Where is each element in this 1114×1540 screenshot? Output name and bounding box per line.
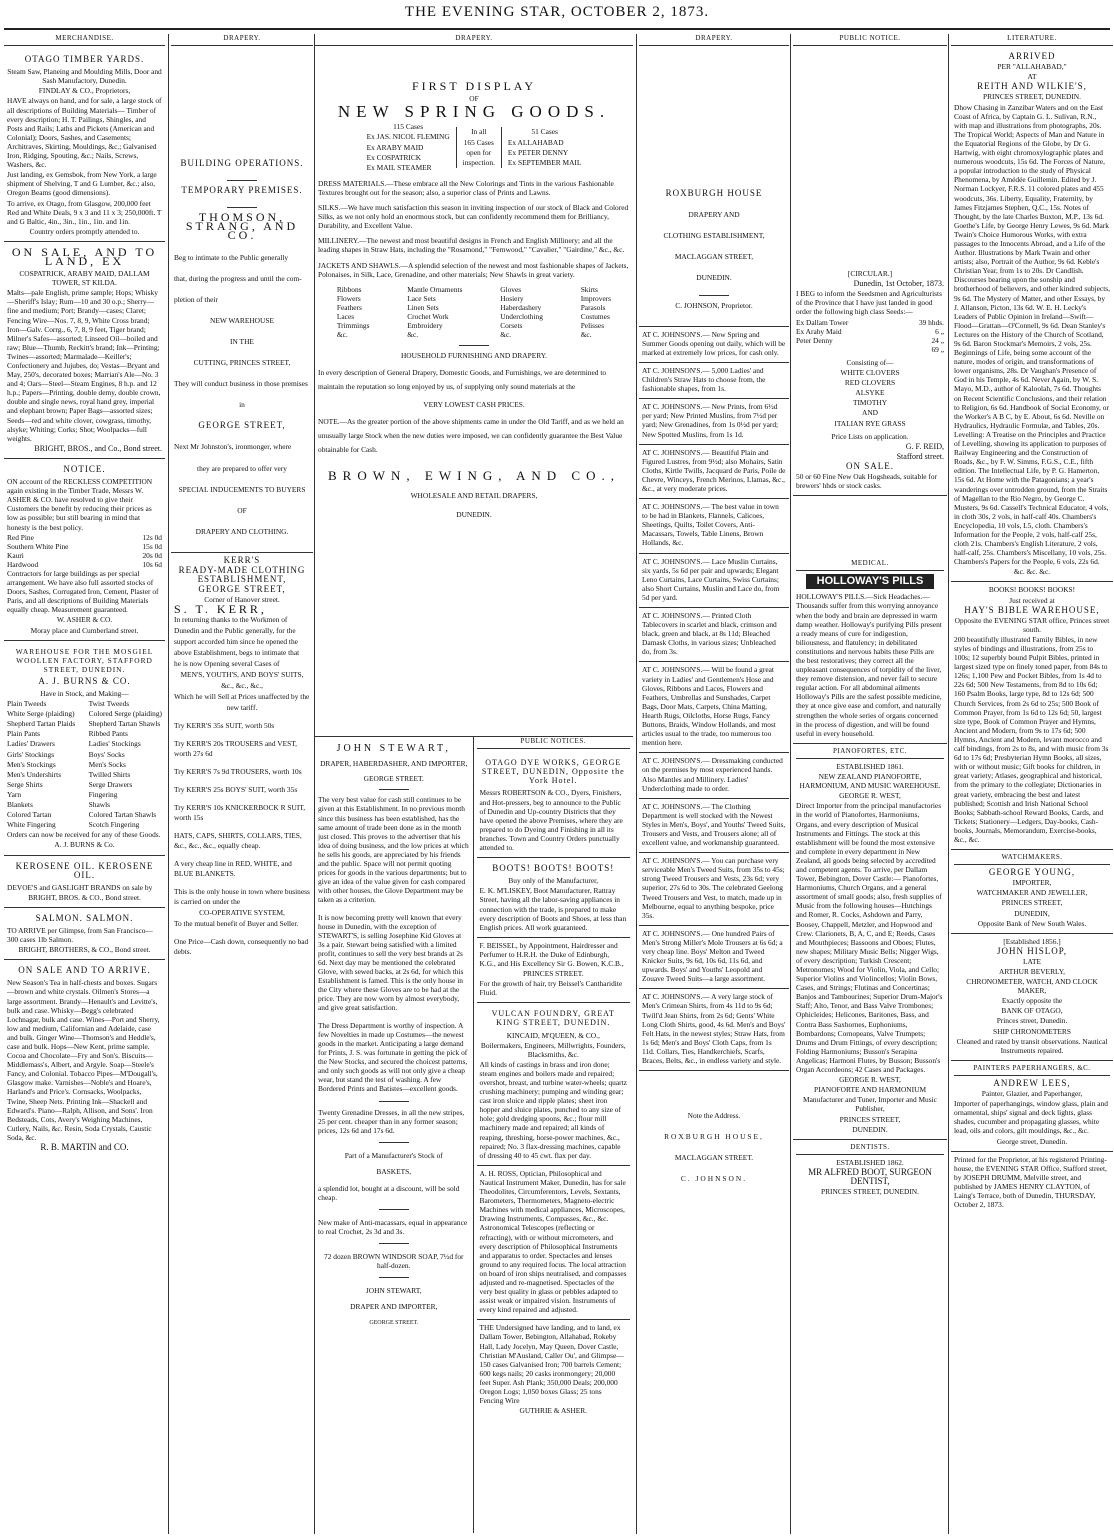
mosgiel-ad: [4, 641, 165, 856]
johnson-ad: AT C. JOHNSON'S.— Lace Muslin Curtains, six yards, 5s 6d per pair and upwards; Elegant Leno Curtains, Lace Curtains, Swiss Curtains; also Short Curtains, Muslin and Lace do, from 5d per yard.: [639, 554, 789, 608]
section-header: PUBLIC NOTICE.: [793, 34, 947, 46]
ad-para: Twenty Grenadine Dresses, in all the new stripes, 25 per cent. cheaper than in any former season; prices, 12s 6d and 17s 6d.: [318, 1107, 465, 1135]
ships-left: 115 Cases Ex JAS. NICOL FLEMING Ex ARABY MAID Ex COSPATRICK Ex MAIL STEAMER: [366, 122, 450, 172]
ad-body: TO ARRIVE per Glimpse, from San Francisco— 300 cases 1lb Salmon.: [7, 925, 153, 945]
ad-date: Dunedin, 1st October, 1873.: [853, 279, 944, 289]
price-row: Southern White Pine 15s 0d: [7, 541, 162, 551]
section-header: LITERATURE.: [951, 34, 1113, 46]
ad-title: BOOTS! BOOTS! BOOTS!: [492, 863, 615, 874]
ad-firm: JOHN STEWART,: [336, 743, 451, 755]
ad-line: Try KERR'S 20s TROUSERS and VEST, worth 27s 6d: [174, 739, 298, 759]
ad-sub: Boilermakers, Engineers, Millwrights, Founders, Blacksmiths, &c.: [480, 1040, 626, 1059]
ad-body: All kinds of castings in brass and iron done; steam engines and boilers made and repaired; overshot, breast, and turbine water-wheels; quartz crushing machinery; pumping and winding gear; cast iron sluice and ripple plates; sheet iron hopper and sluice plates, punched to any size of hole; gold dredging spoons, &c.; flour mill machinery made and repaired; all kinds of reaping, threshing, horse-power machines, &c., repaired; No. 3 flax-dressing machines, capable of dressing 40 to 45 cwt. flax per day.: [479, 1059, 627, 1160]
ad-title: NEW ZEALAND PIANOFORTE, HARMONIUM, AND MUSIC WAREHOUSE.: [799, 772, 941, 791]
ad-line: DUNEDIN.: [696, 273, 732, 283]
printer-imprint: Printed for the Proprietor, at his registered Printing-house, the EVENING STAR Office, Stafford street, by JOSEPH DRUMM, Melville street, and published by JAMES HENRY CLAYTON, of Laing's Terrace, both of Dunedin, THURSDAY, October 2, 1873.: [954, 1154, 1107, 1210]
public-notices-column: [474, 737, 633, 1527]
ad-para: Part of a Manufacturer's Stock of: [344, 1150, 443, 1160]
ad-body: To arrive, ex Otago, from Glasgow, 200,000 feet Red and White Deals, 9 x 3 and 11 x 3; 250,000ft. T and G Baltic, 4in., 3in., 1in., 1in. and 1in.: [7, 198, 162, 226]
ad-line: CUTTING, PRINCES STREET,: [193, 358, 291, 368]
ad-sub: DRAPER, HABERDASHER, AND IMPORTER,: [320, 759, 468, 769]
seed-row: Peter Denny 24 „: [796, 335, 944, 345]
johnson-ad: AT C. JOHNSON'S.— Dressmaking conducted on the premises by most experienced hands. Also Mantles and Millinery. Ladies' Underclothing made to order.: [639, 753, 789, 798]
holloway-banner: HOLLOWAY'S PILLS: [806, 574, 934, 589]
ad-firm: REITH AND WILKIE'S,: [977, 81, 1087, 92]
ad-body: E. K. M'LISKEY, Boot Manufacturer, Rattray Street, having all the labor-saving appliances in connection with the trade, is prepared to make every description of Boots and Shoes, at less than English prices. All work guaranteed.: [479, 886, 627, 932]
seed-row: Ex Araby Maid 6 „: [796, 326, 944, 336]
ad-para: SILKS.—We have much satisfaction this season in inviting inspection of our stock of Black and Colored Silks, as we not only hold an enormous stock, but can confidently recommend them for Brilliancy, Durability, and Excellent Value.: [318, 203, 629, 231]
ad-signature: DRAPER AND IMPORTER,: [350, 1302, 438, 1312]
ad-proprietor: C. JOHNSON, Proprietor.: [675, 300, 753, 310]
ad-line: pletion of their: [174, 294, 218, 304]
ad-title: ON SALE AND TO ARRIVE.: [18, 965, 151, 976]
ad-title: WAREHOUSE FOR THE MOSGIEL WOOLLEN FACTORY, STAFFORD STREET, DUNEDIN.: [15, 646, 154, 674]
beissel-ad: [477, 938, 630, 1004]
column-drapery-2: [314, 34, 633, 1534]
ad-line: that, during the progress and until the com-: [174, 273, 302, 283]
ad-firm: FINDLAY & CO., Proprietors,: [38, 86, 131, 96]
boots-ad: [477, 858, 630, 938]
kerr-ad: [171, 553, 313, 963]
section-header: DRAPERY.: [639, 34, 789, 46]
column-public-notice: [790, 34, 949, 1534]
ad-title: SALMON. SALMON.: [35, 912, 134, 923]
price-row: Red Pine 12s 0d: [7, 532, 162, 542]
onsale-ad: [4, 242, 165, 459]
lees-painter-ad: PAINTERS PAPERHANGERS, &C. ANDREW LEES, Painter, Glazier, and Paperhanger, Importer of paperhangings, window glass, plain and ornamental, ships' signal and deck lights, glass shades, cucumber and propagating glasses, white lead, oils and colors, gilt mouldings, &c., &c. George street, Dunedin.: [951, 1061, 1113, 1152]
section-header: MEDICAL.: [796, 559, 944, 571]
ad-para: DRESS MATERIALS.—These embrace all the New Colorings and Tints in the various Fashionable Textures brought out for the season; also, a superior class of Prints and Lawns.: [318, 178, 614, 197]
ad-line: MEN'S, YOUTH'S, AND BOYS' SUITS,: [180, 670, 304, 680]
johnson-ad: AT C. JOHNSON'S.— A very large stock of Men's Crimean Shirts, from 4s 11d to 9s 6d; Twill'd Jean Shirts, from 2s 6d; Gents' White Long Cloth Shirts, good, 4s 6d. Men's and Boys' Felt Hats, in the newest styles; Straw Hats, from 1s 6d; Men's and Boys' Cloth Caps, from 1s 11d. Collars, Ties, Handkerchiefs, Scarfs, Braces, Belts, &c., in endless variety and style.: [639, 989, 789, 1071]
ad-title: ON SALE.: [846, 460, 894, 471]
ad-intro: Have in Stock, and Making—: [40, 689, 129, 698]
ad-line: NEW WAREHOUSE: [210, 315, 274, 325]
ships-right: 51 Cases Ex ALLAHABAD Ex PETER DENNY Ex SEPTEMBER MAIL: [507, 127, 582, 167]
ad-firm: KINCAID, M'QUEEN, & CO.,: [506, 1030, 600, 1040]
ad-address: Moray place and Cumberland street.: [30, 625, 139, 635]
ad-title: ON SALE, AND TO LAND, EX: [11, 244, 158, 268]
ad-firm: GEORGE R. WEST,: [839, 791, 901, 801]
ad-title: ROXBURGH HOUSE: [665, 188, 763, 199]
ad-line: he is now Opening several Cases of: [174, 659, 280, 669]
holloway-ad: [793, 556, 947, 744]
onsale-arrive-ad: [4, 960, 165, 1157]
ad-line: Try KERR'S 35s SUIT, worth 50s: [174, 721, 275, 731]
ad-body: New Season's Tea in half-chests and boxes. Sugars—brown and white crystals. Oilmen's Stores—a large assortment. Brandy—Henault's and Levitte's, bulk and case. Whisky—Begg's celebrated Lochnagar, bulk and case. Wines—Port and Sherry, low and medium, Californian and Adelaide, case and bulk. Ginger Wine—Thomson's and Heddle's, case and bulk. Hops—New Kent, prime sample. Cocoa and Chocolate—Fry and Son's. Biscuits—Middlemass's, Albert, and Argyle. Soap—Steele's Fancy, and Colonial. Tobacco Pipes—M'Dougall's, Glasgow make. Varnishes—Noble's and Hoare's, Harland's and Price's. Cornsacks, Woolpacks, Twine, Sheep Nets. Printing Ink—Shackell and Edward's. Piano—Ralph, Allison, and Sons'. Iron Bedsteads, Cots, Avery's Weighing Machines, Cutlery, Nails, &c. Resin, Soda Crystals, Caustic Soda, &c.: [7, 978, 160, 1142]
goods-left: Plain Tweeds White Serge (plaiding) Shepherd Tartan Plaids Plain Pants Ladies' Drawers Girls' Stockings Men's Stockings Men's Undershirts Serge Shirts Yarn Blankets Colored Tartan White Fingering: [7, 699, 76, 830]
ad-note: Country orders promptly attended to.: [29, 226, 140, 236]
ross-optician-ad: [477, 1166, 630, 1321]
ad-sub: READY-MADE CLOTHING ESTABLISHMENT,: [178, 564, 306, 585]
ad-title: KERR'S: [223, 554, 261, 565]
thomson-strang-ad: [171, 49, 313, 553]
ad-para: It is now becoming pretty well known that every house in Dunedin, with the exception of STEWART'S, is selling Josephine Kid Gloves at 3s a pair. Stewart being satisfied with a limited profit, continues to sell the very best brands at 2s 6d. Next day may be mentioned the celebrated Glove, with sewed backs, at 2s 6d, for which this Establishment is famed. This is the only house in the City where these Gloves are to be had at the price. They are now worn by almost everybody, and give great satisfaction.: [318, 912, 464, 1013]
ad-signature: R. B. MARTIN and CO.: [40, 1142, 129, 1153]
section-header: DENTISTS.: [796, 1143, 944, 1155]
ad-line: One Price—Cash down, consequently no bad debts.: [174, 937, 309, 957]
ad-firm: BROWN, EWING, AND CO.,: [328, 468, 620, 484]
shipments-table: [318, 122, 630, 172]
ad-para: MILLINERY.—The newest and most beautiful designs in French and English Millinery; and all the leading shapes in Straw Hats, including the "Rosamond," "Fernwood," "Cavalier," "Gairdine," &c., &c.: [318, 236, 625, 255]
ad-title: VULCAN FOUNDRY, GREAT KING STREET, DUNEDIN.: [491, 1009, 615, 1028]
ad-address: ROXBURGH HOUSE,: [664, 1132, 764, 1142]
reid-seeds-ad: [CIRCULAR.] Dunedin, 1st October, 1873. I BEG to inform the Seedsmen and Agriculturists of the Province that I have just landed in good order the following high class Seeds:— Ex Dallam Tower 39 hhds. Ex Araby Maid 6 „ Peter Denny 24 „ 69 „ Consisting of— WHITE CLOVERS RED CLOVERS ALSYKE TIMOTHY AND ITALIAN RYE GRASS Price Lists on application. G. F. REID, Stafford street. ON SALE. 50 or 60 Fine New Oak Hogsheads, suitable for brewers' hhds or stock casks.: [793, 49, 947, 496]
ad-body: HAVE always on hand, and for sale, a large stock of all descriptions of Building Materials— Timber of every description; H. T. Pailings, Shingles, and Posts and Rails; Laths and Pickets (American and Colonial); Doors, Sashes, and Casements; Architraves, Skirting, Mouldings, &c.; Galvanised Iron, Ridging, Spouting, &c.; Nails, Screws, Washers, &c.: [7, 96, 162, 170]
ad-line: Price Lists on application.: [831, 431, 909, 441]
price-row: Kauri 20s 0d: [7, 550, 162, 560]
johnson-ad: AT C. JOHNSON'S.— The Clothing Department is well stocked with the Newest Styles in Men's, Boys', and Youths' Tweed Suits, Trousers and Vests, and Trousers alone; all of excellent value, and workmanship guaranteed.: [639, 799, 789, 853]
dye-works-ad: [477, 752, 630, 858]
ad-line: Try KERR'S 7s 9d TROUSERS, worth 10s: [174, 767, 302, 777]
ad-line: HATS, CAPS, SHIRTS, COLLARS, TIES, &c., &c., &c., equally cheap.: [174, 831, 302, 851]
reith-wilkie-ad: ARRIVED PER "ALLAHABAD," AT REITH AND WILKIE'S, PRINCES STREET, DUNEDIN. Dhow Chasing in Zanzibar Waters and on the East Coast of Africa, by Captain G. L. Sulivan, R.N., with map and illustrations from photographs, 20s. The Tropical World; Aspects of Man and Nature in the Equatorial Regions of the Globe, by Dr G. Hartwig, with eight chromoxylographic plates and numerous woodcuts, 15s 6d. The Forces of Nature, a popular introduction to the study of Physical Phenomena, by Amédée Guillemin. Edited by J. Norman Lockyer, F.R.S. 11 colored plates and 455 woodcuts, 36s. Liberty, Equality, Fraternity, by James Fitzjames Stephen, Q.C., 15s. Notes of Thought, by the late Charles Buxton, M.P., 13s 6d. Goethe's Life, by George Henry Lewes, 9s 6d. Mark Twain's Choice Humorous Works, with extra passages to the Innocents Abroad, and a Life of the Author. Illustrations by Mark Twain and other artists; also, Portrait of the Author, 9s 6d. Keble's Christian Year, from 1s to 20s. Dr Candlish. Discourses bearing upon the sonship and brotherhood of believers, and other kindred subjects, 9s 6d. The Mystery of Matter, and other Essays, by J. Allanson, Picton, 13s 6d. W. E. H. Lecky's Leaders of Public Opinion in Ireland—Swift—Flood—Grattan—O'Connell, 9s 6d. Dean Stanley's Lectures on the History of the Church of Scotland, 9s 6d. Baron Stockmar's Memoirs, 2 vols, 25s. Beginnings of Life, being some account of the nature, modes of origin, and transformations of lower organisms, 28s. Dr Vaughan's Presence of God in his Temple, 4s 6d. Never Again, by W. S. Mayo, M.D., author of Kaloolah, 7s 6d. Thoughts on Recent Scientific Conclusions, and their relation to Religion, 6s 6d. Handbook of Social Economy, or the Worker's A B C, by E. About, 6s 6d. Neville on Hydraulics, Hydraulic Formulæ, and Tables, 20s. Levelling: A Treatise on the Principles and Practice of Levelling, showing its application to purposes of Railway Engineering and the Construction of Roads, &c., by F. W. Simms, F.G.S., C.E., fifth edition. The Intellectual Life, by P. G. Hamerton, 15s 6d. At Home with the Patagonians; a year's wanderings over untrodden ground, from the Straits of Magellan to the Rio Negro, by George C. Musters, 9s 6d. Cassell's Technical Educator, 4 vols, in cloth 30s, 2 vols, in half-calf 40s. Chambers's Encyclopedia, 10 vols, L5, cloth. Chambers's Information for the People, 2 vols, half-calf 25s, cloth 21s. Chambers's English Literature, 2 vols, half-calf, 25s. Chambers's Miscellany, 10 vols, 25s. Chambers's Papers for the People, 6 vols, 22s 6d. &c. &c. &c.: [951, 49, 1113, 582]
ad-city: DUNEDIN.: [456, 509, 492, 519]
johnson-ad: AT C. JOHNSON'S.— The best value in town to be had in Blankets, Flannels, Calicoes, Sheetings, Quilts, Toilet Covers, Anti-Macassars, Towels, Table Linens, Brown Hollands, &c.: [639, 499, 789, 553]
ad-ships: COSPATRICK, ARABY MAID, DALLAM TOWER, ST KILDA.: [19, 269, 150, 288]
johnson-ad: AT C. JOHNSON'S.— Printed Cloth Tablecovers in scarlet and black, crimson and black, green and black, at 8s 11d; Bleached Damask Cloths, in various sizes; Unbleached do, from 3s.: [639, 608, 789, 662]
ad-street: GEORGE STREET.: [363, 774, 424, 784]
top-rule: [4, 28, 1110, 30]
ad-line: Try KERR'S 10s KNICKERBOCK R SUIT, worth 15s: [174, 803, 306, 823]
ad-sub: Steam Saw, Planeing and Moulding Mills, Door and Sash Manufactory, Dunedin.: [7, 67, 162, 86]
ad-body: A. H. ROSS, Optician, Philosophical and Nautical Instrument Maker, Dunedin, has for sale Theodolites, Circumferentors, Levels, Sextants, Barometers, Thermometers, Magneto-electric Machines with medical appliances, Microscopes, Drawing Instruments, Compasses, &c., &c. Astronomical Telescopes (reflecting or refracting), with or without micrometers, and every description of Philosophical Instruments and apparatus to order. Spectacles and lenses ground to any required focus. The local attraction on board of iron ships neutralised, and compasses adjusted and re-magnetised. Spectacles of the very best quality in glass or pebbles adapted to assist weak or impaired vision. Instruments of every kind repaired and adjusted.: [479, 1168, 627, 1315]
ad-title: OTAGO TIMBER YARDS.: [24, 54, 145, 65]
ad-signature: G. F. REID,: [905, 441, 944, 451]
ad-sub: Buy only of the Manufacturer,: [508, 876, 599, 886]
ad-subhead: VERY LOWEST CASH PRICES.: [423, 400, 525, 410]
ad-line: Consisting of—: [846, 357, 894, 367]
ad-body: DEVOE'S and GASLIGHT BRANDS on sale by: [7, 882, 153, 892]
ad-firm: HAY'S BIBLE WAREHOUSE,: [964, 604, 1100, 615]
ad-line: they are prepared to offer very: [197, 463, 287, 473]
ad-line: &c., &c., &c.,: [221, 681, 263, 691]
ad-line: Which he will Sell at Prices unaffected by the: [174, 692, 310, 702]
ad-line: DRAPERY AND CLOTHING.: [195, 526, 289, 536]
ad-line: new tariff.: [226, 703, 258, 713]
ships-total: In all 165 Cases open for inspection.: [456, 127, 502, 167]
ad-note: Note the Address.: [687, 1111, 741, 1121]
column-drapery-3: [636, 34, 791, 1534]
hislop-ad: [Established 1856.] JOHN HISLOP, LATE ARTHUR BEVERLY, CHRONOMETER, WATCH, AND CLOCK MAKER, Exactly opposite the BANK OF OTAGO, Princes street, Dunedin. SHIP CHRONOMETERS Cleaned and rated by transit observations. Nautical Instruments repaired.: [951, 934, 1113, 1061]
ad-para: New make of Anti-macassars, equal in appearance to real Crochet, 2s 3d and 3s.: [318, 1217, 468, 1236]
ad-line: A very cheap line in RED, WHITE, and BLUE BLANKETS.: [174, 859, 292, 879]
ad-line: OF: [237, 505, 247, 515]
ad-signature: BRIGHT, BROS., and Co., Bond street.: [34, 443, 162, 453]
ad-title: OTAGO DYE WORKS, GEORGE STREET, DUNEDIN, Opposite the York Hotel.: [481, 758, 625, 786]
salmon-ad: [4, 908, 165, 960]
ad-sub: WHOLESALE AND RETAIL DRAPERS,: [410, 490, 538, 500]
ad-circular: [CIRCULAR.]: [847, 269, 893, 279]
guthrie-asher-ad: [477, 1320, 630, 1420]
ad-signature: JOHN STEWART,: [365, 1285, 422, 1295]
ad-body: Just landing, ex Gemsbok, from New York, a large shipment of Shelving, T and G Lumber, &c.; also, Oregon Beams (good dimensions).: [7, 170, 157, 198]
johnson-ad: AT C. JOHNSON'S.— 5,000 Ladies' and Children's Straw Hats to choose from, the fashionable shapes, from 1s.: [639, 363, 789, 399]
ad-body: Orders can now be received for any of these Goods.: [7, 830, 161, 840]
ad-para: JACKETS AND SHAWLS.—A splendid selection of the newest and most fashionable shapes of Jackets, Polonaises, in Silk, Lace, Grenadine, and other materials; New Shawls in great variety.: [318, 260, 629, 279]
goods-right: Twist Tweeds Colored Serge (plaiding) Shepherd Tartan Shawls Ribbed Pants Ladies' Stockings Boys' Socks Men's Socks Twilled Shirts Serge Drawers Fingering Shawls Colored Tartan Shawls Scotch Fingering: [88, 699, 162, 830]
ad-body: Contractors for large buildings as per special arrangement. We have also full assorted stocks of Doors, Sashes, Corrugated Iron, Cement, Plaster of Paris, and all descriptions of Building Materials equally cheap. Measurement guaranteed.: [7, 568, 159, 615]
ad-firm: S. T. KERR,: [174, 602, 267, 617]
ad-body: Messrs ROBERTSON & CO., Dyers, Finishers, and Hot-pressers, beg to announce to the Public of Dunedin and Up-country Districts that they have opened the above Premises, where they are prepared to do Dyeing and Finishing in all its branches. Town and Country Orders punctually attended to.: [479, 788, 623, 853]
hay-bible-ad: BOOKS! BOOKS! BOOKS! Just received at HAY'S BIBLE WAREHOUSE, Opposite the EVENING STAR office, Princes street south. 200 beautifully illustrated Family Bibles, in new styles of bindings and illustrations, from 25s to 100s; 12 superbly bound Pulpit Bibles, printed in largest sized type on finely toned paper, from 84s to 126s; 1,100 Pew and Pocket Bibles, from 1s 4d to 22s 6d; 500 New Testaments, from 8d to 10s 6d; 160 Psalm Books, large type, 8d to 12s 6d; 500 Church Services, from 2s 6d to 25s; 500 Book of Common Prayer, from 1s 6d to 12s 6d; 50, largest size type, Book of Common Prayer and Hymns, Ancient and Modern, from 9s to 17s 6d; 500 Hymns, Ancient and Modern, levant morocco and calf bindings, from 2s to 8s, and with music from 3s 6d to 17s 6d; Presbyterian Hymn Books, all sizes, with or without music; Gift books for children, in great variety; Atlases, geographical and historical, from the primary to the collegiate; Dictionaries in great variety, embracing the best and latest published; Scottish and Irish National School Books; Sabbath-school Reward Books, Cards, and Tickets; Stationery—Ledgers, Day-books, Cash-books, Journals, Memorandum, Exercise-books, &c., &c.: [951, 582, 1113, 850]
divider: [227, 207, 257, 208]
ad-signature: GEORGE STREET.: [369, 1319, 419, 1326]
ad-body: 200 beautifully illustrated Family Bibles, in new styles of bindings and illustrations, from 25s to 100s; 12 superbly bound Pulpit Bibles, printed in largest sized type on finely toned paper, from 84s to 126s; 1,100 Pew and Pocket Bibles, from 1s 4d to 22s 6d; 500 New Testaments, from 8d to 10s 6d; 160 Psalm Books, large type, 8d to 12s 6d; 500 Church Services, from 2s 6d to 25s; 500 Book of Common Prayer, from 1s 6d to 12s 6d; 50, largest size type, Book of Common Prayer and Hymns, Ancient and Modern, from 9s to 17s 6d; 500 Hymns, Ancient and Modern, levant morocco and calf bindings, from 2s to 8s, and with music from 3s 6d to 17s 6d; Presbyterian Hymn Books, all sizes, with or without music; Gift books for children, in great variety; Atlases, geographical and historical, from the primary to the collegiate; Dictionaries in great variety, embracing the best and latest published; Scottish and Irish National School Books; Sabbath-school Reward Books, Cards, and Tickets; Stationery—Ledgers, Day-books, Cash-books, Journals, Memorandum, Exercise-books, &c., &c.: [954, 634, 1109, 844]
ad-headline: NEW SPRING GOODS.: [337, 102, 611, 122]
goods-list: [7, 699, 162, 830]
ad-corner: Corner of Hanover street.: [204, 595, 280, 605]
brown-ewing-ad: [315, 49, 633, 737]
ad-signature: BRIGHT, BROS. & CO., Bond street.: [28, 892, 141, 902]
ad-line: support accorded him since he opened the: [174, 637, 298, 647]
address-footer: [639, 1071, 789, 1199]
ad-body: Malts—pale English, prime sample; Hops; Whisky—Sheriff's Islay; Rum—10 and 30 o.p.; Sherry—fine and medium; Port; Brandy—cases; Claret; Fencing Wire—Nos. 7, 8, 9, White Cross brand; Iron—Galv. Corrg., 6, 7, 8, 9 feet, Tiger brand; Milner's Safes—assorted; Linseed Oil—boiled and raw; Blue—Thumb, Reckitt's brand; Ink—Printing; Twines—assorted; Marmalade—Keiller's; Confectionery and Jujubes, do; Vestas—Bryant and May, 250's, decorated boxes; Marrian's Ale—No. 3 and 4; Oars—Steel—Steam Engines, 8 h.p. and 12 h.p.; Papers—Printing, double demy, double crown, double and single news, royal hand grey, imperial and elephant brown; Paper Bags—assorted sizes; Seeds—red and white clover, cowgrass, timothy, alsyke; Whiting; Corks; Shot; Woolpacks—full weights.: [7, 288, 161, 443]
ad-para: The very best value for cash still continues to be given at this Establishment. In no previous month since this business has been established, has the same amount of trade been done as in the month just closed. This proves to the advertiser that his idea of doing business, and the low prices at which he sells his goods, are appreciated by his friends and the public. Space will not permit quoting prices for goods in the various departments; but to give an idea of the value given for cash compared with other houses, the Glove Department may be taken as a criterion.: [318, 795, 469, 905]
ad-line: GEORGE STREET,: [198, 420, 286, 431]
ad-line: This is the only house in town where business is carried on under the: [174, 887, 310, 907]
ad-address: MACLAGGAN STREET.: [674, 1153, 754, 1163]
ad-body: For the growth of hair, try Beissel's Cantharidite Fluid.: [479, 979, 623, 998]
kerosene-ad: [4, 856, 165, 908]
seed-row: Ex Dallam Tower 39 hhds.: [796, 317, 944, 327]
ad-line: DRAPERY AND: [688, 210, 740, 220]
johnson-ad: AT C. JOHNSON'S.— Will be found a great variety in Ladies' and Gentlemen's Hose and Gloves, Ribbons and Laces, Flowers and Feathers, Umbrellas and Sunshades, Carpet Bags, Door Mats, Carpets, China Matting, Hearth Rugs, Oilcloths, Horse Rugs, Fancy Buttons, Braids, Window Hollands, and most articles usual to the trade, too numerous too mention here.: [639, 662, 789, 753]
ad-para: 72 dozen BROWN WINDSOR SOAP, 7½d for half-dozen.: [324, 1251, 464, 1270]
ad-signature: W. ASHER & CO.: [56, 615, 113, 625]
timber-ad: [4, 49, 165, 242]
ad-title: TEMPORARY PREMISES.: [181, 185, 303, 196]
price-row: Hardwood 10s 6d: [7, 559, 162, 569]
ad-line: Try KERR'S 25s BOYS' SUIT, worth 35s: [174, 785, 298, 795]
ad-title: BUILDING OPERATIONS.: [180, 158, 304, 169]
ad-para: The Dress Department is worthy of inspection. A few Novelties in made up Costumes—the newest goods in the market. Anticipating a large demand for Prints, J. S. was fortunate in getting the pick of the New Stocks, and secured the choicest patterns, and only such goods as will not only give a cheap wear, but stand the test of washing. A few Bordered Prints and Batistes—excellent goods.: [318, 1020, 468, 1094]
ad-para: a splendid lot, bought at a discount, will be sold cheap.: [318, 1183, 460, 1202]
johnson-ad: AT C. JOHNSON'S.— Beautiful Plain and Figured Lustres, from 9½d; also Mohairs, Satin Cloths, Kirtle Twills, Jacquard de Paris, Poile de Chevre, Winceys, French Merinos, Llamas, &c., &c., at very moderate prices.: [639, 445, 789, 499]
ad-body: Direct Importer from the principal manufactories in the world of Pianofortes, Harmoniums, Organs, and every description of Musical Instruments and Fittings. The stock at this establishment will be found the most extensive and complete in every department in New Zealand, all goods being selected by accredited and competent agents. To arrive, per Dallam Tower, Bebington, Dover Castle:— Pianofortes, Harmoniums, Church Organs, and a general assortment of small goods; also, fresh supplies of Music from the following houses—Hutchings and Romer, R. Cocks, Ashdown and Parry, Boosey, Chappell, Metzler, and Hopwood and Crew. Clarionets, B, A, C, and E; Reeds, Cases and Mouthpieces; Bassoons and Oboes; Flutes, new shapes; Military Music Bells; Nigger Wigs, of every description; Turkish Crescent; Metronomes; Wood for Violin, Viola, and Cello; Superior Violins and Violincellos; Violin Bows, Cases, and Strings; Flutinas and Concertinas; Banjos and Tambourines; Superior Drum-Major's Staff; Alto, Tenor, and Bass Valve Trombones; Ophicleides; Helicones, Baritones, Bass, and Contra Bass Saxhornes, Euphoniums, Bombardons; Cornopeans, Valve Trumpets; Drums and Drum Fittings, of every description; Folding Harmoniums; Busson's Serapina Angelicas; Harmoni Flutes, by Busson; Busson's Organ Accordeons; 42 Cases and Packages.: [796, 801, 943, 1075]
ad-para: NOTE.—As the greater portion of the above shipments came in under the Old Tariff, and as we held an unusually large Stock when the new duties were imposed, we can confidently guarantee the Best Value obtainable for Cash.: [318, 417, 624, 455]
ad-line: above Establishment, begs to intimate that: [174, 648, 300, 658]
section-header: PUBLIC NOTICES.: [477, 737, 630, 749]
ad-address: C. JOHNSON.: [680, 1174, 748, 1184]
ad-line: Next Mr Johnston's, ironmonger, where: [174, 442, 292, 452]
ad-body: 50 or 60 Fine New Oak Hogsheads, suitable for brewers' hhds or stock casks.: [796, 471, 938, 491]
ad-para: BASKETS,: [376, 1167, 412, 1177]
section-header: PAINTERS PAPERHANGERS, &C.: [954, 1064, 1110, 1076]
ad-body: I BEG to inform the Seedsmen and Agriculturists of the Province that I have just landed in good order the following high class Seeds:—: [796, 289, 942, 317]
ad-line: Dunedin and the Public generally, for the: [174, 626, 296, 636]
section-header: PIANOFORTES, ETC.: [796, 747, 944, 759]
ad-of: OF: [469, 94, 479, 104]
ad-title: KEROSENE OIL. KEROSENE OIL.: [15, 860, 154, 880]
ad-line: CLOTHING ESTABLISHMENT,: [663, 231, 765, 241]
ad-signature: GUTHRIE & ASHER.: [519, 1406, 588, 1416]
ad-signature: A. J. BURNS & Co.: [54, 840, 115, 850]
goods-grid: Ribbons Flowers Feathers Laces Trimmings &c. Mantle Ornaments Lace Sets Linen Sets Crochet Work Embroidery &c. Gloves Hosiery Haberdashery Underclothing Corsets &c. Skirts Improvers Parasols Costumes Pelisses &c.: [336, 284, 612, 340]
ad-line: MACLAGGAN STREET,: [674, 252, 754, 262]
column-drapery-1: [168, 34, 315, 1534]
ad-body: Dhow Chasing in Zanzibar Waters and on the East Coast of Africa, by Captain G. L. Sulivan, R.N., with map and illustrations from photographs, 20s. The Tropical World; Aspects of Man and Nature in the Equatorial Regions of the Globe, by Dr G. Hartwig, with eight chromoxylographic plates and numerous woodcuts, 15s 6d. The Forces of Nature, a popular introduction to the study of Physical Phenomena, by Amédée Guillemin. Edited by J. Norman Lockyer, F.R.S. 11 colored plates and 455 woodcuts, 36s. Liberty, Equality, Fraternity, by James Fitzjames Stephen, Q.C., 15s. Notes of Thought, by the late Charles Buxton, M.P., 13s 6d. Goethe's Life, by George Henry Lewes, 9s 6d. Mark Twain's Choice Humorous Works, with extra passages to the Innocents Abroad, and a Life of the Author. Illustrations by Mark Twain and other artists; also, Portrait of the Author, 9s 6d. Keble's Christian Year, from 1s to 20s. Dr Candlish. Discourses bearing upon the sonship and brotherhood of believers, and other kindred subjects, 9s 6d. The Mystery of Matter, and other Essays, by J. Allanson, Picton, 13s 6d. W. E. H. Lecky's Leaders of Public Opinion in Ireland—Swift—Flood—Grattan—O'Connell, 9s 6d. Dean Stanley's Lectures on the History of the Church of Scotland, 9s 6d. Baron Stockmar's Memoirs, 2 vols, 25s. Beginnings of Life, being some account of the nature, modes of origin, and transformations of lower organisms, 28s. Dr Vaughan's Presence of God in his Temple, 4s 6d. Never Again, by W. S. Mayo, M.D., author of Kaloolah, 7s 6d. Thoughts on Recent Scientific Conclusions, and their relation to Religion, 6s 6d. Handbook of Social Economy, or the Worker's A B C, by E. About, 6s 6d. Neville on Hydraulics, Hydraulic Formulæ, and Tables, 20s. Levelling: A Treatise on the Principles and Practice of Levelling, showing its application to purposes of Railway Engineering and the Construction of Roads, &c., by F. W. Simms, F.G.S., C.E., fifth edition. The Intellectual Life, by P. G. Hamerton, 15s 6d. At Home with the Patagonians; a year's wanderings over untrodden ground, from the Straits of Magellan to the Rio Negro, by George C. Musters, 9s 6d. Cassell's Technical Educator, 4 vols, in cloth 30s, 2 vols, in half-calf 40s. Chambers's Encyclopedia, 10 vols, L5, cloth. Chambers's Information for the People, 2 vols, half-calf 25s, cloth 21s. Chambers's English Literature, 2 vols, half-calf, 25s. Chambers's Miscellany, 10 vols, 25s. Chambers's Papers for the People, 6 vols, 22s 6d.: [954, 102, 1110, 567]
section-header: MERCHANDISE.: [4, 34, 165, 46]
johnson-ad: AT C. JOHNSON'S.— You can purchase very serviceable Men's Tweed Suits, from 35s to 45s; strong Tweed Trousers and Vests, 23s 6d; very superior, 27s 6d to 30s. The celebrated Geelong Tweed Trousers and Vest, to match, made up in Melbourne, equal to anything bespoke, price 35s.: [639, 853, 789, 926]
ad-subhead: HOUSEHOLD FURNISHING AND DRAPERY.: [400, 351, 548, 361]
ad-line: To the mutual benefit of Buyer and Seller.: [174, 919, 299, 929]
ad-body: Importer of paperhangings, window glass, plain and ornamental, ships' signal and deck lights, glass shades, cucumber and propagating glasses, white lead, oils and colors, gilt mouldings, &c., &c.: [954, 1099, 1108, 1136]
ad-body: THE Undersigned have landing, and to land, ex Dallam Tower, Bebington, Allahabad, Rokeby Hall, Lady Jocelyn, May Queen, Dover Castle, Christian M'Ausland, Caller Ou', and Glimpse— 150 cases Galvanised Iron; 700 barrels Cement; 600 kegs nails; 20 casks ironmongery; 20,000 feet Super. Ash Plank; 350,000 Deals; 200,000 Oregon Logs; 1,050 boxes Glass; 25 tons Fencing Wire: [479, 1323, 624, 1406]
ad-line: IN THE: [230, 336, 254, 346]
notice-ad: [4, 459, 165, 641]
seed-row: 69 „: [931, 344, 944, 354]
section-header: WATCHMAKERS.: [954, 853, 1110, 865]
vulcan-foundry-ad: [477, 1003, 630, 1166]
column-literature: [948, 34, 1114, 1534]
ad-line: They will conduct business in those premises: [174, 379, 308, 389]
johnson-ad: AT C. JOHNSON'S.— One hundred Pairs of Men's Strong Miller's Mole Trousers at 6s 6d; a very cheap line. Boys' Melton and Tweed Knicker Suits, 9s 6d, 10s 6d, 11s 6d, and upwards. Boys' and Youths' Leopold and Zouave Tweed Suits—a large assortment.: [639, 926, 789, 990]
ad-body: F. BEISSEL, by Appointment, Hairdresser and Perfumer to H.R.H. the Duke of Edinburgh, K.G., and His Excellency Sir G. Bowen, K.C.B.,: [479, 940, 624, 968]
divider: [227, 180, 257, 181]
stewart-ad: [315, 737, 474, 1533]
masthead: THE EVENING STAR, OCTOBER 2, 1873.: [404, 4, 710, 20]
west-piano-ad: PIANOFORTES, ETC. ESTABLISHED 1861. NEW ZEALAND PIANOFORTE, HARMONIUM, AND MUSIC WAREHOUSE. GEORGE R. WEST, Direct Importer from the principal manufactories in the world of Pianofortes, Harmoniums, Organs, and every description of Musical Instruments and Fittings. The stock at this establishment will be found the most extensive and complete in every department in New Zealand, all goods being selected by accredited and competent agents. To arrive, per Dallam Tower, Bebington, Dover Castle:— Pianofortes, Harmoniums, Church Organs, and a general assortment of small goods; also, fresh supplies of Music from the following houses—Hutchings and Romer, R. Cocks, Ashdown and Parry, Boosey, Chappell, Metzler, and Hopwood and Crew. Clarionets, B, A, C, and E; Reeds, Cases and Mouthpieces; Bassoons and Oboes; Flutes, new shapes; Military Music Bells; Nigger Wigs, of every description; Turkish Crescent; Metronomes; Wood for Violin, Viola, and Cello; Superior Violins and Violincellos; Violin Bows, Cases, and Strings; Flutinas and Concertinas; Banjos and Tambourines; Superior Drum-Major's Staff; Alto, Tenor, and Bass Valve Trombones; Ophicleides; Helicones, Baritones, Bass, and Contra Bass Saxhornes, Euphoniums, Bombardons; Cornopeans, Valve Trumpets; Drums and Drum Fittings, of every description; Folding Harmoniums; Busson's Serapina Angelicas; Harmoni Flutes, by Busson; Busson's Organ Accordeons; 42 Cases and Packages. GEORGE R. WEST, PIANOFORTE AND HARMONIUM Manufacturer and Tuner, Importer and Music Publisher, PRINCES STREET, DUNEDIN.: [793, 744, 947, 1140]
ad-established: ESTABLISHED 1861.: [836, 761, 904, 771]
johnson-ad: AT C. JOHNSON'S.— New Prints, from 6½d per yard; New Printed Muslins, from 7½d per yard; New Grenadines, from 1s 0½d per yard; New Spotted Muslins, from 1s 1d.: [639, 399, 789, 444]
young-watchmaker-ad: WATCHMAKERS. GEORGE YOUNG, IMPORTER, WATCHMAKER AND JEWELLER, PRINCES STREET, DUNEDIN, Opposite Bank of New South Wales.: [951, 850, 1113, 934]
section-header: DRAPERY.: [315, 34, 633, 46]
ad-title: FIRST DISPLAY: [411, 79, 537, 94]
roxburgh-house-ad: [639, 49, 789, 327]
ad-line: SPECIAL INDUCEMENTS TO BUYERS: [178, 484, 306, 494]
ad-line: CO-OPERATIVE SYSTEM,: [199, 908, 285, 918]
ad-line: in: [239, 400, 245, 410]
ad-title: NOTICE.: [63, 463, 106, 474]
ad-firm: THOMSON, STRANG, AND CO.: [185, 210, 299, 243]
ad-street: PRINCES STREET.: [522, 969, 584, 979]
ad-line: In returning thanks to the Workmen of: [174, 615, 288, 625]
ad-body: HOLLOWAY'S PILLS.—Sick Headaches.—Thousands suffer from this worrying annoyance when the body and brain are depressed in warm damp weather. Holloway's purifying Pills present a ready means of cure for indigestion, biliousness, and flatulency; in debilitated constitutions and nervous habits these Pills are the best restoratives; they correct all the unpleasant consequences of torpidity of the liver, they remove distension, and never fail to secure regular action. For all abdominal ailments Holloway's Pills are the safest possible medicine, they at once give ease and comfort, and naturally strengthen the whole series of organs concerned in the process of digestion, and will be found useful in every household.: [796, 592, 942, 738]
ad-signature: BRIGHT, BROTHERS, & CO., Bond street.: [18, 945, 151, 955]
ad-street: GEORGE STREET,: [198, 584, 286, 595]
ad-signature: Stafford street.: [896, 451, 944, 461]
section-header: DRAPERY.: [171, 34, 313, 46]
column-merchandise: [4, 34, 165, 1534]
ad-para: In every description of General Drapery, Domestic Goods, and Furnishings, we are determined to maintain the reputation so long enjoyed by us, of supplying only sound materials at the: [318, 368, 607, 392]
johnson-ad: AT C. JOHNSON'S.— New Spring and Summer Goods opening out daily, which will be marked at extremely low prices, for cash only.: [639, 327, 789, 363]
ad-body: ON account of the RECKLESS COMPETITION again existing in the Timber Trade, Messrs W. ASHER & CO. have resolved to give their Customers the benefit by reducing their prices as low as possible; but still bearing in mind that honesty is the best policy.: [7, 477, 153, 532]
ad-firm: A. J. BURNS & CO.: [38, 675, 131, 686]
boot-dentist-ad: DENTISTS. ESTABLISHED 1862. MR ALFRED BOOT, SURGEON DENTIST, PRINCES STREET, DUNEDIN.: [793, 1140, 947, 1201]
ad-line: Beg to intimate to the Public generally: [174, 252, 289, 262]
